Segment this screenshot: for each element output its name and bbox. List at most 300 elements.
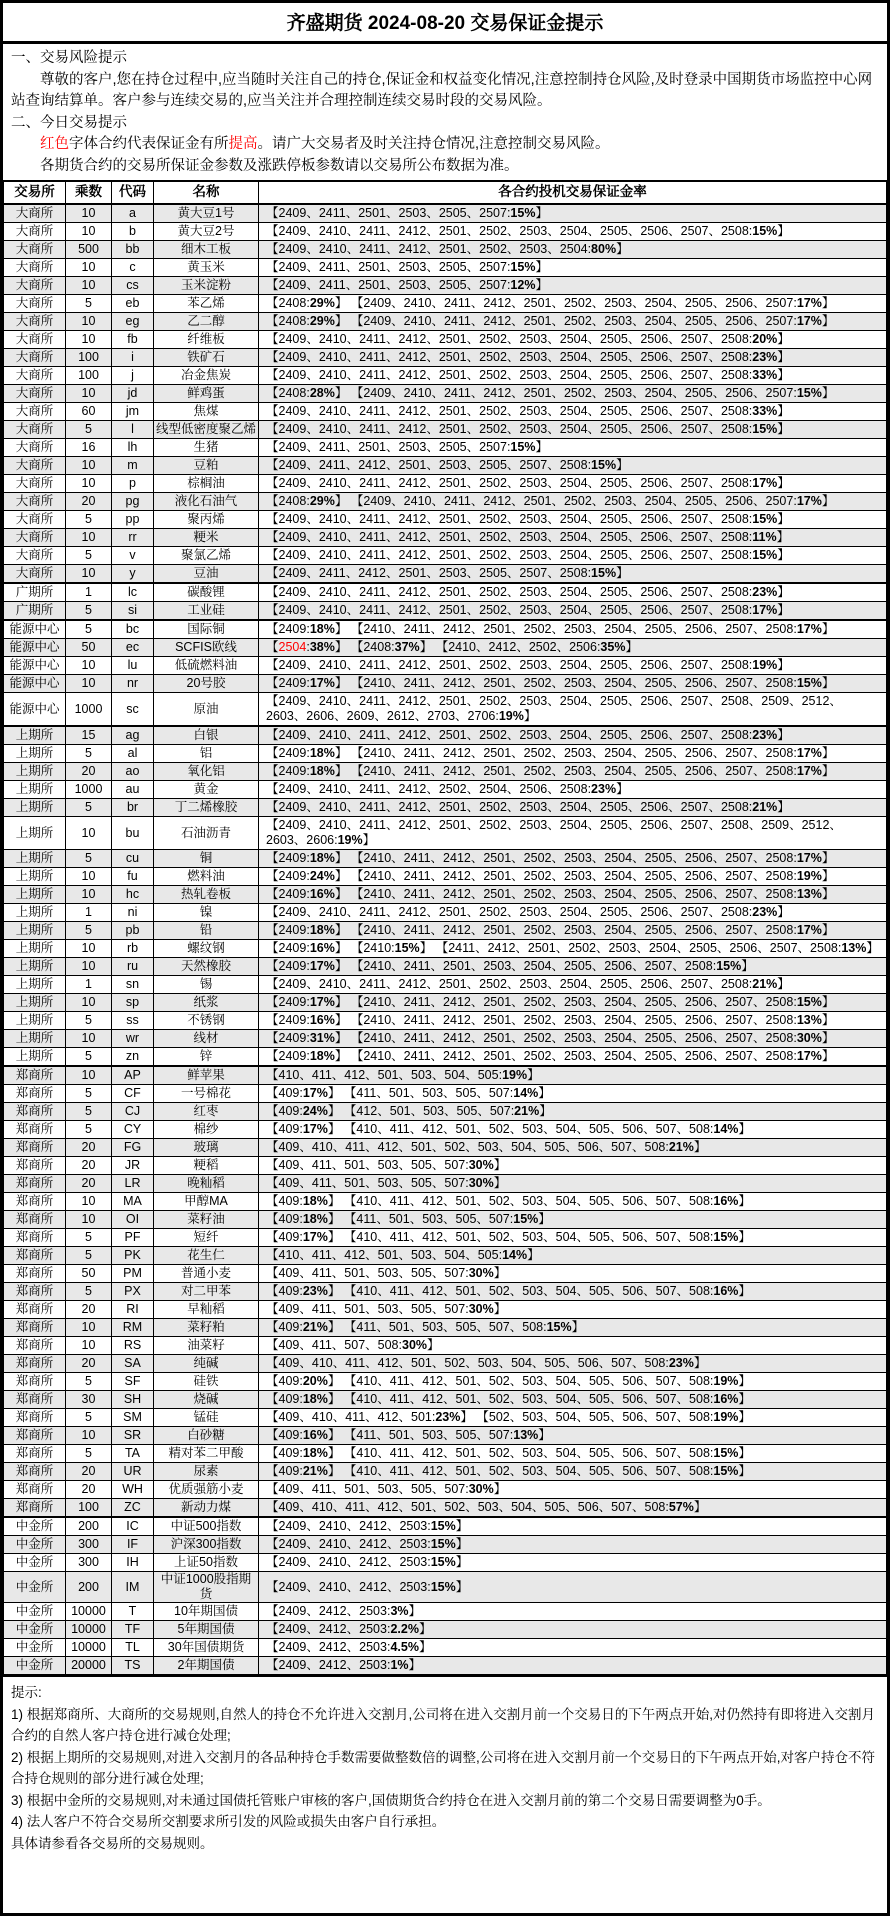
name-cell: 早籼稻 [154, 1301, 259, 1319]
rate-segment: 【410、411、412、501、503、504、505:19%】 [266, 1068, 540, 1082]
margin-rate-value: 33% [752, 404, 778, 418]
contract-list: 2409、2410、2411、2412、2501、2502、2503、2504、2505、2506、2507、2508 [278, 422, 749, 436]
table-row [4, 994, 887, 1012]
contract-list: 2409、2411、2501、2503、2505、2507 [278, 440, 507, 454]
margin-rate-value: 35% [600, 640, 626, 654]
name-cell: 黄玉米 [154, 259, 259, 277]
code-cell: lu [112, 657, 154, 675]
rate-segment: 【2409:18%】 [266, 622, 348, 636]
name-cell: 5年期国债 [154, 1621, 259, 1639]
contract-list: 410、411、412、501、502、503、504、505、506、507、508 [356, 1284, 710, 1298]
rate-segment: 【2409、2411、2501、2503、2505、2507:15%】 [266, 260, 548, 274]
rate-segment: 【2410、2411、2412、2501、2502、2503、2504、2505、2506、2507、2508:17%】 [350, 1049, 835, 1063]
margin-rates-cell [259, 403, 887, 421]
exchange-cell: 郑商所 [4, 1391, 66, 1409]
margin-rate-value: 30% [468, 1158, 494, 1172]
contract-list: 2409、2410、2411、2412、2501、2502、2503、2504 [278, 242, 588, 256]
margin-rate-value: 21% [752, 977, 778, 991]
table-row [4, 1229, 887, 1247]
exchange-cell: 郑商所 [4, 1066, 66, 1085]
margin-rates-cell [259, 529, 887, 547]
multiplier-cell: 10000 [66, 1621, 112, 1639]
margin-rates-cell [259, 994, 887, 1012]
margin-rates-cell [259, 1373, 887, 1391]
margin-rate-value: 38% [309, 640, 335, 654]
contract-list: 409、411、501、503、505、507 [278, 1158, 466, 1172]
margin-rate-value: 14% [713, 1122, 739, 1136]
margin-rates-cell [259, 1319, 887, 1337]
margin-rates-cell [259, 1554, 887, 1572]
table-row [4, 529, 887, 547]
contract-list: 2409、2410、2411、2412、2501、2502、2503、2504、2505、2506、2507、2508 [278, 476, 749, 490]
code-cell: rr [112, 529, 154, 547]
rate-segment: 【2409、2410、2411、2412、2501、2502、2503、2504、2505、2506、2507、2508:15%】 [266, 548, 790, 562]
table-row [4, 385, 887, 403]
margin-rates-cell [259, 1121, 887, 1139]
name-cell: 棉纱 [154, 1121, 259, 1139]
margin-rate-value: 23% [435, 1410, 461, 1424]
rate-segment: 【2409:24%】 [266, 869, 348, 883]
margin-rates-cell [259, 1445, 887, 1463]
multiplier-cell: 20 [66, 1301, 112, 1319]
code-cell: eb [112, 295, 154, 313]
multiplier-cell: 10 [66, 868, 112, 886]
exchange-cell: 中金所 [4, 1554, 66, 1572]
table-row [4, 922, 887, 940]
margin-rates-cell [259, 781, 887, 799]
contract-list: 2409、2410、2411、2412、2501、2502、2503、2504、2505、2506、2507、2508 [278, 905, 749, 919]
exchange-cell: 上期所 [4, 958, 66, 976]
name-cell: 细木工板 [154, 241, 259, 259]
margin-rate-value: 37% [394, 640, 420, 654]
name-cell: 冶金焦炭 [154, 367, 259, 385]
contract-list: 2409、2412、2503 [278, 1604, 387, 1618]
contract-list: 2410、2411、2412、2501、2502、2503、2504、2505、2506、2507、2508 [363, 869, 794, 883]
table-row [4, 1481, 887, 1499]
code-cell: UR [112, 1463, 154, 1481]
contract-list: 2409、2411、2501、2503、2505、2507 [278, 260, 507, 274]
multiplier-cell: 20 [66, 1355, 112, 1373]
name-cell: 苯乙烯 [154, 295, 259, 313]
margin-rates-cell [259, 565, 887, 584]
table-row [4, 817, 887, 850]
rate-segment: 【409:18%】 [266, 1212, 341, 1226]
contract-list: 2409、2411、2412、2501、2503、2505、2507、2508 [278, 458, 588, 472]
margin-rate-value: 29% [309, 296, 335, 310]
rate-segment: 【2409、2412、2503:1%】 [266, 1658, 422, 1672]
margin-rates-cell [259, 493, 887, 511]
contract-list: 412、501、503、505、507 [356, 1104, 511, 1118]
code-cell: lh [112, 439, 154, 457]
name-cell: 白银 [154, 726, 259, 745]
margin-rate-value: 12% [510, 278, 536, 292]
table-row [4, 1391, 887, 1409]
rate-segment: 【410、411、412、501、502、503、504、505、506、507、508:15%】 [343, 1230, 751, 1244]
rate-segment: 【2409、2412、2503:2.2%】 [266, 1622, 432, 1636]
code-cell: cu [112, 850, 154, 868]
exchange-cell: 上期所 [4, 922, 66, 940]
column-header: 交易所 [4, 181, 66, 204]
code-cell: ag [112, 726, 154, 745]
rate-segment: 【2409:18%】 [266, 923, 348, 937]
margin-rates-cell [259, 940, 887, 958]
code-cell: rb [112, 940, 154, 958]
contract-list: 2410、2412、2502、2506 [448, 640, 597, 654]
rate-segment: 【411、501、503、505、507:13%】 [343, 1428, 551, 1442]
exchange-cell: 郑商所 [4, 1283, 66, 1301]
name-cell: 鲜苹果 [154, 1066, 259, 1085]
margin-rate-value: 13% [796, 1013, 822, 1027]
notes-footer: 具体请参看各交易所的交易规则。 [11, 1835, 214, 1851]
exchange-cell: 郑商所 [4, 1427, 66, 1445]
margin-rates-cell [259, 1048, 887, 1067]
table-row [4, 457, 887, 475]
margin-rate-value: 24% [302, 1104, 328, 1118]
contract-list: 411、501、503、505、507 [356, 1086, 510, 1100]
name-cell: 菜籽粕 [154, 1319, 259, 1337]
margin-rate-value: 29% [309, 494, 335, 508]
exchange-cell: 郑商所 [4, 1193, 66, 1211]
contract-list: 409 [278, 1392, 300, 1406]
multiplier-cell: 5 [66, 1283, 112, 1301]
contract-list: 2409 [278, 746, 307, 760]
margin-rates-cell [259, 1337, 887, 1355]
exchange-cell: 大商所 [4, 313, 66, 331]
contract-list: 410、411、412、501、502、503、504、505、506、507、508 [356, 1230, 710, 1244]
contract-list: 409、410、411、412、501、502、503、504、505、506、507、508 [278, 1140, 666, 1154]
rate-segment: 【2409、2410、2412、2503:15%】 [266, 1555, 469, 1569]
note-item: 4) 法人客户不符合交易所交割要求所引发的风险或损失由客户自行承担。 [11, 1814, 446, 1829]
multiplier-cell: 10 [66, 657, 112, 675]
exchange-cell: 郑商所 [4, 1499, 66, 1518]
code-cell: CJ [112, 1103, 154, 1121]
contract-list: 409 [278, 1230, 300, 1244]
multiplier-cell: 10 [66, 1337, 112, 1355]
exchange-cell: 郑商所 [4, 1445, 66, 1463]
code-cell: wr [112, 1030, 154, 1048]
rate-segment: 【409:18%】 [266, 1446, 341, 1460]
exchange-cell: 郑商所 [4, 1463, 66, 1481]
notes-section [3, 1677, 887, 1858]
exchange-cell: 上期所 [4, 763, 66, 781]
margin-rates-cell [259, 602, 887, 621]
table-row [4, 1499, 887, 1518]
code-cell: nr [112, 675, 154, 693]
exchange-cell: 大商所 [4, 547, 66, 565]
rate-segment: 【2409、2410、2411、2412、2501、2502、2503、2504、2505、2506、2507、2508:33%】 [266, 368, 790, 382]
margin-rate-value: 15% [510, 440, 536, 454]
today-params-line: 各期货合约的交易所保证金参数及涨跌停板参数请以交易所公布数据为准。 [40, 157, 519, 174]
exchange-cell: 上期所 [4, 994, 66, 1012]
code-cell: IC [112, 1517, 154, 1536]
exchange-cell: 郑商所 [4, 1175, 66, 1193]
table-row [4, 1121, 887, 1139]
table-row [4, 1211, 887, 1229]
name-cell: 粳米 [154, 529, 259, 547]
multiplier-cell: 1 [66, 976, 112, 994]
exchange-cell: 上期所 [4, 817, 66, 850]
contract-list: 502、503、504、505、506、507、508 [488, 1410, 710, 1424]
margin-rates-cell [259, 1283, 887, 1301]
multiplier-cell: 10 [66, 331, 112, 349]
margin-rate-value: 15% [430, 1555, 456, 1569]
contract-list: 2409、2410、2411、2412、2501、2502、2503、2504、2505、2506、2507、2508、2509、2512、2603、2606、2609、2612、2703、2706 [266, 694, 842, 723]
name-cell: 豆油 [154, 565, 259, 584]
margin-rates-cell [259, 976, 887, 994]
name-cell: 聚丙烯 [154, 511, 259, 529]
code-cell: SR [112, 1427, 154, 1445]
multiplier-cell: 5 [66, 1247, 112, 1265]
exchange-cell: 能源中心 [4, 657, 66, 675]
rate-segment: 【2410、2412、2502、2506:35%】 [435, 640, 638, 654]
notes-list [11, 1704, 877, 1833]
margin-rate-value: 80% [591, 242, 617, 256]
contract-list: 2410、2411、2412、2501、2502、2503、2504、2505、2506、2507、2508 [363, 851, 794, 865]
exchange-cell: 上期所 [4, 850, 66, 868]
table-row [4, 1319, 887, 1337]
contract-list: 2409、2410、2411、2412、2501、2502、2503、2504、2505、2506、2507、2508 [278, 404, 749, 418]
code-cell: jd [112, 385, 154, 403]
contract-list: 2409 [278, 1049, 307, 1063]
exchange-cell: 大商所 [4, 349, 66, 367]
rate-segment: 【2409、2410、2411、2412、2501、2502、2503、2504、2505、2506、2507、2508:23%】 [266, 350, 790, 364]
margin-rates-cell [259, 675, 887, 693]
table-row [4, 675, 887, 693]
rate-segment: 【409:17%】 [266, 1122, 341, 1136]
code-cell: m [112, 457, 154, 475]
contract-list: 2409、2410、2411、2412、2501、2502、2503、2504、2505、2506、2507、2508 [278, 658, 749, 672]
name-cell: 棕榈油 [154, 475, 259, 493]
contract-list: 2409 [278, 1031, 307, 1045]
rate-segment: 【2409、2410、2412、2503:15%】 [266, 1579, 469, 1594]
margin-rate-value: 15% [752, 548, 778, 562]
margin-rate-value: 18% [309, 851, 335, 865]
exchange-cell: 大商所 [4, 204, 66, 223]
margin-rates-cell [259, 1157, 887, 1175]
contract-list: 410、411、412、501、502、503、504、505、506、507、508 [356, 1122, 710, 1136]
rate-segment: 【2408:37%】 [350, 640, 433, 654]
margin-rates-cell [259, 385, 887, 403]
margin-rates-cell [259, 904, 887, 922]
rate-segment: 【2409、2410、2411、2412、2501、2502、2503、2504、2505、2506、2507、2508:21%】 [266, 977, 790, 991]
notes-heading: 提示: [11, 1685, 42, 1700]
contract-list: 2409、2410、2411、2412、2501、2502、2503、2504、2505、2506、2507、2508 [278, 530, 749, 544]
rate-segment: 【410、411、412、501、503、504、505:14%】 [266, 1248, 540, 1262]
margin-rates-cell [259, 922, 887, 940]
margin-rates-cell [259, 799, 887, 817]
multiplier-cell: 20 [66, 1175, 112, 1193]
multiplier-cell: 10 [66, 1319, 112, 1337]
name-cell: 线型低密度聚乙烯 [154, 421, 259, 439]
code-cell: sc [112, 693, 154, 727]
code-cell: TF [112, 1621, 154, 1639]
exchange-cell: 大商所 [4, 367, 66, 385]
name-cell: SCFIS欧线 [154, 639, 259, 657]
margin-rates-cell [259, 439, 887, 457]
table-row [4, 1572, 887, 1603]
table-row [4, 850, 887, 868]
rate-segment: 【2409:18%】 [266, 746, 348, 760]
margin-rate-value: 21% [514, 1104, 540, 1118]
name-cell: 线材 [154, 1030, 259, 1048]
multiplier-cell: 10 [66, 886, 112, 904]
margin-rate-value: 15% [796, 676, 822, 690]
rate-segment: 【409、410、411、412、501、502、503、504、505、506、507、508:57%】 [266, 1500, 707, 1514]
multiplier-cell: 100 [66, 349, 112, 367]
margin-rate-value: 15% [796, 995, 822, 1009]
margin-rates-cell [259, 547, 887, 565]
margin-rate-value: 18% [309, 923, 335, 937]
margin-rates-cell [259, 1481, 887, 1499]
table-row [4, 259, 887, 277]
multiplier-cell: 5 [66, 511, 112, 529]
multiplier-cell: 50 [66, 639, 112, 657]
name-cell: 低硫燃料油 [154, 657, 259, 675]
margin-rate-value: 30% [402, 1338, 428, 1352]
rate-segment: 【2410、2411、2412、2501、2502、2503、2504、2505、2506、2507、2508:17%】 [350, 746, 835, 760]
exchange-cell: 郑商所 [4, 1211, 66, 1229]
contract-list: 2409、2410、2412、2503 [278, 1555, 428, 1569]
exchange-cell: 能源中心 [4, 639, 66, 657]
rate-segment: 【2409:17%】 [266, 676, 348, 690]
margin-rate-value: 15% [591, 566, 617, 580]
rate-segment: 【2409、2411、2501、2503、2505、2507:15%】 [266, 440, 548, 454]
code-cell: ec [112, 639, 154, 657]
exchange-cell: 上期所 [4, 1048, 66, 1067]
code-cell: zn [112, 1048, 154, 1067]
name-cell: 一号棉花 [154, 1085, 259, 1103]
code-cell: PX [112, 1283, 154, 1301]
exchange-cell: 郑商所 [4, 1481, 66, 1499]
name-cell: 工业硅 [154, 602, 259, 621]
margin-rate-value: 23% [752, 728, 778, 742]
contract-list: 2409、2412、2503 [278, 1658, 387, 1672]
exchange-cell: 大商所 [4, 331, 66, 349]
rate-segment: 【2409、2410、2411、2412、2501、2502、2503、2504、2505、2506、2507、2508:15%】 [266, 512, 790, 526]
table-row [4, 439, 887, 457]
margin-rates-cell [259, 1265, 887, 1283]
exchange-cell: 上期所 [4, 940, 66, 958]
margin-rates-cell [259, 1103, 887, 1121]
margin-rate-value: 16% [309, 941, 335, 955]
name-cell: 沪深300指数 [154, 1536, 259, 1554]
contract-list: 2409 [278, 941, 307, 955]
name-cell: 晚籼稻 [154, 1175, 259, 1193]
rate-segment: 【2409、2410、2411、2412、2501、2502、2503、2504、2505、2506、2507、2508:11%】 [266, 530, 790, 544]
red-highlight-text: 提高 [228, 136, 258, 152]
exchange-cell: 郑商所 [4, 1265, 66, 1283]
table-row [4, 1621, 887, 1639]
contract-list: 2409、2410、2411、2412、2501、2502、2503、2504、2505、2506、2507、2508 [278, 585, 749, 599]
rate-segment: 【2409:17%】 [266, 995, 348, 1009]
name-cell: 黄金 [154, 781, 259, 799]
exchange-cell: 郑商所 [4, 1355, 66, 1373]
name-cell: 焦煤 [154, 403, 259, 421]
rate-segment: 【2409、2410、2411、2412、2501、2502、2503、2504、2505、2506、2507、2508、2509、2512、2603、2606:19%】 [266, 818, 842, 847]
table-row [4, 367, 887, 385]
margin-rate-value: 17% [796, 622, 822, 636]
table-row [4, 1639, 887, 1657]
margin-rates-cell [259, 1657, 887, 1676]
margin-rate-value: 14% [513, 1086, 539, 1100]
code-cell: br [112, 799, 154, 817]
margin-rate-value: 30% [468, 1482, 494, 1496]
margin-rates-cell [259, 745, 887, 763]
code-cell: TS [112, 1657, 154, 1676]
contract-list: 2410、2411、2412、2501、2502、2503、2504、2505、2506、2507、2508 [363, 1031, 794, 1045]
margin-rate-value: 30% [468, 1266, 494, 1280]
margin-rate-value: 13% [841, 941, 867, 955]
rate-segment: 【2410、2411、2412、2501、2502、2503、2504、2505、2506、2507、2508:15%】 [350, 676, 835, 690]
rate-segment: 【409、411、501、503、505、507:30%】 [266, 1482, 507, 1496]
margin-rate-value: 16% [302, 1428, 328, 1442]
code-cell: RI [112, 1301, 154, 1319]
margin-rate-value: 17% [309, 676, 335, 690]
code-cell: SM [112, 1409, 154, 1427]
multiplier-cell: 10 [66, 1211, 112, 1229]
multiplier-cell: 5 [66, 1012, 112, 1030]
exchange-cell: 上期所 [4, 976, 66, 994]
multiplier-cell: 5 [66, 922, 112, 940]
name-cell: 锰硅 [154, 1409, 259, 1427]
margin-rates-cell [259, 295, 887, 313]
margin-rates-cell [259, 1427, 887, 1445]
code-cell: bu [112, 817, 154, 850]
column-header: 乘数 [66, 181, 112, 204]
multiplier-cell: 20000 [66, 1657, 112, 1676]
contract-list: 409 [278, 1320, 300, 1334]
contract-list: 2409、2410、2411、2412、2501、2502、2503、2504、2505、2506、2507、2508 [278, 224, 749, 238]
table-row [4, 1657, 887, 1676]
code-cell: ru [112, 958, 154, 976]
rate-segment: 【2409:16%】 [266, 887, 348, 901]
rate-segment: 【2409:18%】 [266, 851, 348, 865]
rate-segment: 【2409、2410、2411、2412、2501、2502、2503、2504、2505、2506、2507、2508:23%】 [266, 585, 790, 599]
exchange-cell: 大商所 [4, 241, 66, 259]
margin-rates-cell [259, 1603, 887, 1621]
exchange-cell: 广期所 [4, 583, 66, 602]
margin-rate-value: 17% [752, 603, 778, 617]
margin-rate-value: 17% [796, 764, 822, 778]
code-cell: TL [112, 1639, 154, 1657]
name-cell: 纯碱 [154, 1355, 259, 1373]
multiplier-cell: 10000 [66, 1603, 112, 1621]
rate-segment: 【2409、2410、2411、2412、2501、2502、2503、2504、2505、2506、2507:17%】 [350, 494, 835, 508]
contract-list: 411、501、503、505、507 [356, 1212, 510, 1226]
margin-rates-cell [259, 223, 887, 241]
contract-list: 409 [278, 1446, 300, 1460]
margin-rate-value: 16% [309, 887, 335, 901]
table-row [4, 799, 887, 817]
table-row [4, 1445, 887, 1463]
exchange-cell: 广期所 [4, 602, 66, 621]
code-cell: bc [112, 620, 154, 639]
code-cell: MA [112, 1193, 154, 1211]
code-cell: p [112, 475, 154, 493]
code-cell: CF [112, 1085, 154, 1103]
rate-segment: 【410、411、412、501、502、503、504、505、506、507、508:16%】 [343, 1392, 751, 1406]
multiplier-cell: 5 [66, 1103, 112, 1121]
exchange-cell: 大商所 [4, 439, 66, 457]
multiplier-cell: 10 [66, 385, 112, 403]
table-row [4, 726, 887, 745]
table-row [4, 493, 887, 511]
margin-rate-value: 23% [668, 1356, 694, 1370]
exchange-cell: 大商所 [4, 259, 66, 277]
table-row [4, 331, 887, 349]
table-row [4, 511, 887, 529]
name-cell: 锌 [154, 1048, 259, 1067]
